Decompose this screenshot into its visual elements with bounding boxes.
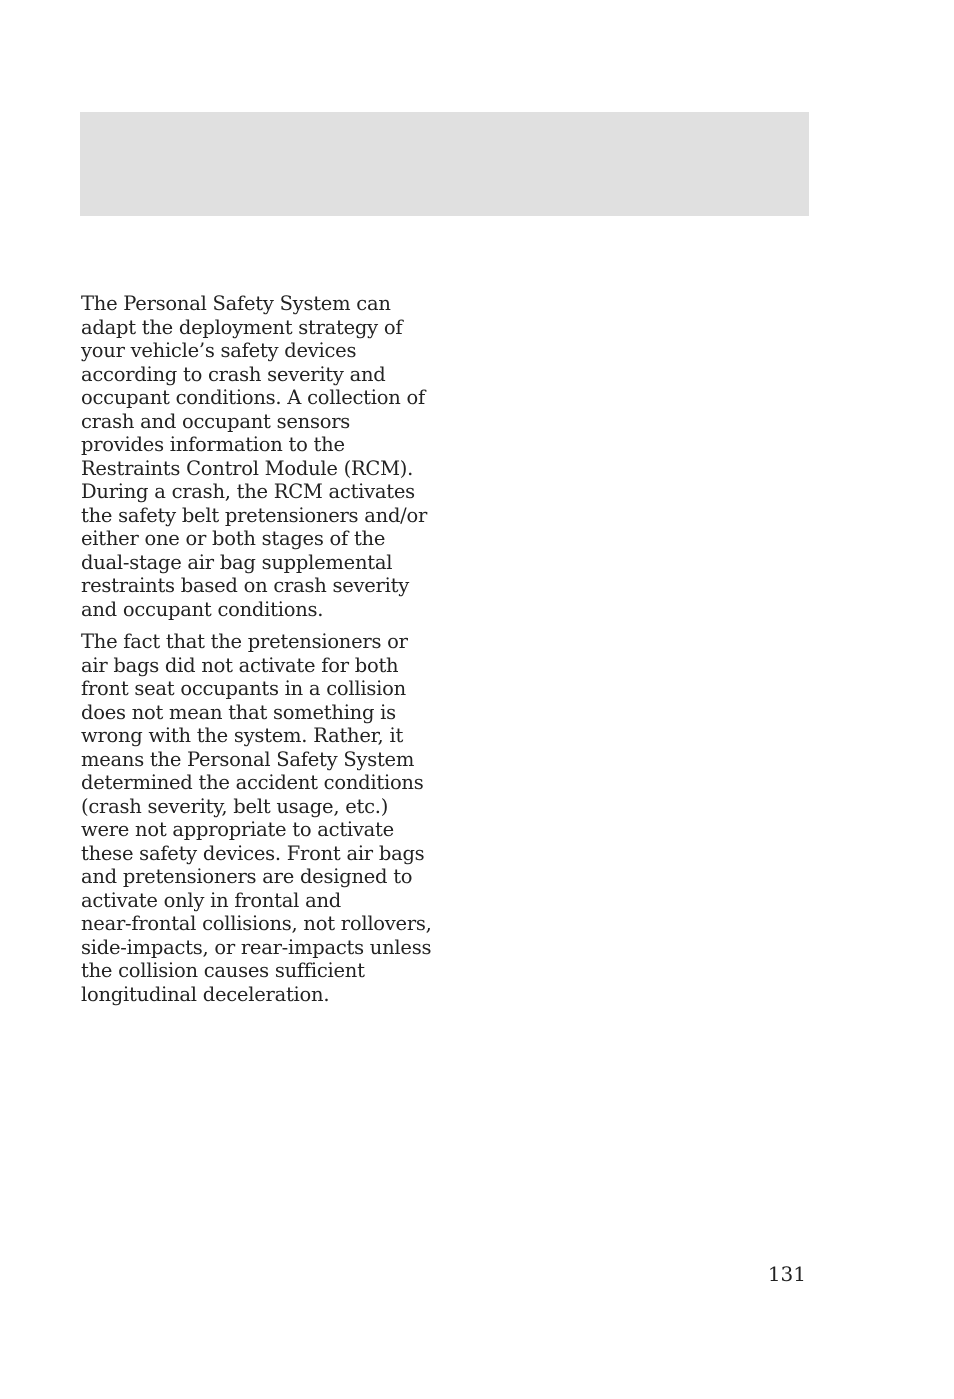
section-header-band xyxy=(80,112,809,216)
body-text-column xyxy=(81,292,441,1015)
paragraph-personal-safety-system: The Personal Safety System can adapt the deployment strategy of your vehicle’s safety devices according to crash severity and occupant conditions. A collection of crash and occupant sensors provides information to the Restraints Control Module (RCM). During a crash, the RCM activates the safety belt pretensioners and/or either one or both stages of the dual-stage air bag supplemental restraints based on crash severity and occupant conditions. xyxy=(81,292,428,621)
page-number: 131 xyxy=(767,1262,806,1286)
paragraph-activation-conditions: The fact that the pretensioners or air bags did not activate for both front seat occupants in a collision does not mean that something is wrong with the system. Rather, it means the Personal Safety System determined the accident conditions (crash severity, belt usage, etc.) were not appropriate to activate these safety devices. Front air bags and pretensioners are designed to activate only in frontal and near-frontal collisions, not rollovers, side-impacts, or rear-impacts unless the collision causes sufficient longitudinal deceleration. xyxy=(81,630,432,1006)
